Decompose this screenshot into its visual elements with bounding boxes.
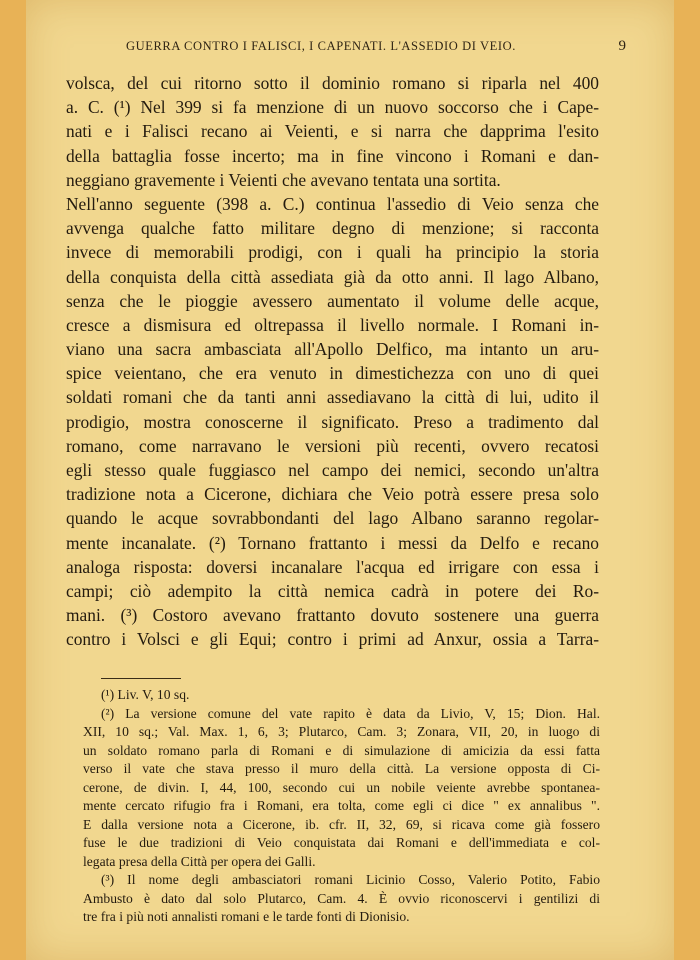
body-line: della conquista della città assediata già da otto anni. Il lago Albano, [66,266,599,287]
body-line: neggiano gravemente i Veienti che avevano tentata una sortita. [66,169,501,190]
body-line: a. C. (¹) Nel 399 si fa menzione di un nuovo soccorso che i Cape- [66,97,599,118]
body-line: spice veientano, che era venuto in dimestichezza con uno di quei [66,363,599,384]
body-line: soldati romani che da tanti anni assediavano la città di lui, udito il [66,387,599,408]
footnote-separator [101,678,181,679]
footnote-line: (³) Il nome degli ambasciatori romani Licinio Cosso, Valerio Potito, Fabio [101,872,600,887]
footnote-line: mente cercato rifugio fra i Romani, era tolta, come egli ci dice " ex annalibus ". [83,798,600,813]
footnote-line: Ambusto è dato dal solo Plutarco, Cam. 4. È ovvio riconoscervi i gentilizi di [83,890,600,906]
body-line: egli stesso quale fuggiasco nel campo dei nemici, secondo un'altra [66,460,599,480]
footnote-line: legata presa della Città per opera dei Galli. [83,853,316,869]
book-page [26,0,674,960]
body-line: senza che le pioggie avessero aumentato il volume delle acque, [66,290,599,311]
footnote-line: (¹) Liv. V, 10 sq. [101,687,190,702]
body-line: quando le acque sovrabbondanti del lago Albano saranno regolar- [66,508,599,529]
footnote-line: tre fra i più noti annalisti romani e le tarde fonti di Dionisio. [83,909,410,924]
body-line: tradizione nota a Cicerone, dichiara che Veio potrà essere presa solo [66,484,599,505]
body-line: mente incanalate. (²) Tornano frattanto i messi da Delfo e recano [66,532,599,553]
body-line: viano una sacra ambasciata all'Apollo Delfico, ma intanto un aru- [66,339,599,360]
body-line: romano, come narravano le versioni più recenti, ovvero recatosi [66,435,599,456]
body-line: campi; ciò adempito la città nemica cadrà in potere dei Ro- [66,580,599,601]
body-line: prodigio, mostra conoscerne il significato. Preso a tradimento dal [66,411,599,432]
body-line: invece di memorabili prodigi, con i quali ha principio la storia [66,242,599,263]
body-line: avvenga qualche fatto militare degno di menzione; si racconta [66,218,599,239]
footnote-line: un soldato romano parla di Romani e di simulazione di amicizia da essi fatta [83,742,600,758]
footnote-line: cerone, de divin. I, 44, 100, secondo cui un nobile veiente avrebbe spontanea- [83,779,600,795]
footnote-line: verso il vate che stava presso il muro della città. La versione opposta di Ci- [83,761,600,776]
footnote-line: (²) La versione comune del vate rapito è data da Livio, V, 15; Dion. Hal. [101,705,600,721]
body-line: nati e i Falisci recano ai Veienti, e si narra che dapprima l'esito [66,121,599,142]
body-line: contro i Volsci e gli Equi; contro i primi ad Anxur, ossia a Tarra- [66,629,599,650]
running-title: GUERRA CONTRO I FALISCI, I CAPENATI. L'ASSEDIO DI VEIO. [126,39,517,53]
body-line: Nell'anno seguente (398 a. C.) continua l'assedio di Veio senza che [66,193,599,214]
footnotes [83,686,600,927]
page-number: 9 [618,38,626,54]
footnote-line: E dalla versione nota a Cicerone, ib. cfr. II, 32, 69, si ricava come già fossero [83,816,600,832]
body-line: mani. (³) Costoro avevano frattanto dovuto sostenere una guerra [66,605,599,626]
body-line: cresce a dismisura ed oltrepassa il livello normale. I Romani in- [66,314,599,335]
footnote-line: XII, 10 sq.; Val. Max. 1, 6, 3; Plutarco, Cam. 3; Zonara, VII, 20, in luogo di [83,724,600,739]
body-line: della battaglia fosse incerto; ma in fine vincono i Romani e dan- [66,145,599,166]
main-text [66,71,599,652]
body-line: analoga risposta: doversi incanalare l'acqua ed irrigare con essa i [66,556,599,577]
running-header [126,38,626,55]
footnote-line: fuse le due tradizioni di Veio conquistata dai Romani e dell'immediata e col- [83,835,600,850]
body-line: volsca, del cui ritorno sotto il dominio romano si riparla nel 400 [66,73,599,93]
